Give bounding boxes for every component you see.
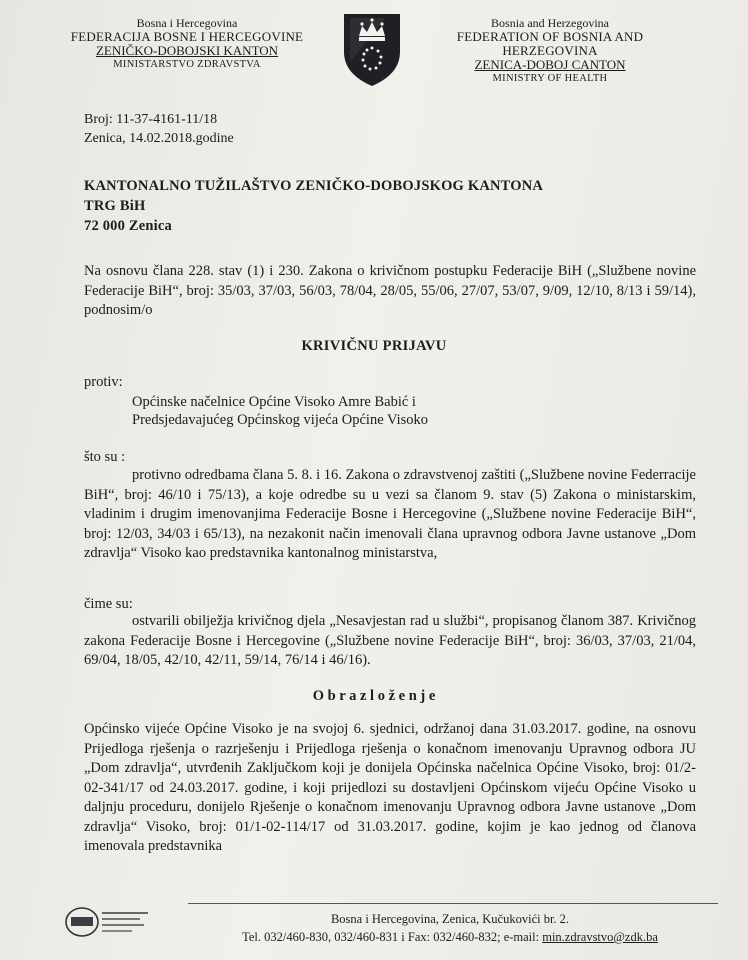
header-country-en: Bosnia and Herzegovina	[491, 16, 609, 30]
recipient-block	[84, 176, 543, 236]
recipient-city: 72 000 Zenica	[84, 218, 172, 234]
cime-su-label: čime su:	[84, 596, 133, 612]
footer-contact: Tel. 032/460-830, 032/460-831 i Fax: 032/460-832; e-mail:	[242, 930, 543, 944]
intro-paragraph: Na osnovu člana 228. stav (1) i 230. Zakona o krivičnom postupku Federacije BiH („Službene novine Federacije BiH“, broj: 35/03, 37/03, 56/03, 78/04, 28/05, 55/06, 27/07, 53/07, 9/09, 12/10, 8/13 i 59/14), podnosim/o	[84, 263, 696, 318]
tuv-certification-icon	[62, 904, 152, 940]
recipient-name: KANTONALNO TUŽILAŠTVO ZENIČKO-DOBOJSKOG KANTONA	[84, 178, 544, 194]
header-country: Bosna i Hercegovina	[136, 16, 238, 30]
document-title: KRIVIČNU PRIJAVU	[301, 338, 447, 354]
header-canton-en: ZENICA-DOBOJ CANTON	[474, 57, 626, 72]
footer-contact-line	[170, 928, 730, 946]
header-right	[420, 16, 680, 86]
reference-number: Broj: 11-37-4161-11/18	[84, 112, 218, 127]
coat-of-arms-icon	[342, 12, 402, 88]
accused-1: Općinske načelnice Općine Visoko Amre Babić i	[132, 394, 416, 410]
accused-2: Predsjedavajućeg Općinskog vijeća Općine Visoko	[132, 412, 429, 428]
header-federation: FEDERACIJA BOSNE I HERCEGOVINE	[70, 29, 304, 44]
footer-email-link[interactable]: min.zdravstvo@zdk.ba	[542, 930, 658, 944]
header-ministry: MINISTARSTVO ZDRAVSTVA	[113, 59, 261, 70]
footer-address: Bosna i Hercegovina, Zenica, Kučukovići br. 2.	[330, 912, 570, 926]
sto-su-label: što su :	[84, 449, 126, 465]
document-date: Zenica, 14.02.2018.godine	[84, 131, 234, 146]
cime-su-paragraph: ostvarili obilježja krivičnog djela „Nesavjestan rad u službi“, propisanog članom 387. Krivičnog zakona Federacije Bosne i Hercegovine („Službene novine Federacije BiH“, broj: 36/03, 37/03, 21/04, 69/04, 18/05, 42/10, 42/11, 59/14, 76/14 i 46/16).	[84, 613, 696, 668]
footer-divider	[188, 903, 718, 904]
footer	[170, 910, 730, 946]
header-left	[62, 16, 312, 72]
header-federation-en: FEDERATION OF BOSNIA AND HERZEGOVINA	[456, 29, 644, 58]
reasoning-paragraph: Općinsko vijeće Općine Visoko je na svojoj 6. sjednici, održanoj dana 31.03.2017. godine, na osnovu Prijedloga rješenja o razrješenju i Prijedloga rješenja o konačnom imenovanju Upravnog odbora JU „Dom zdravlja“, utvrđenih Zaključkom koji je donijela Općinska načelnica Općine Visoko, broj: 01/2-02-341/17 od 24.03.2017. godine, i koji prijedlozi su dostavljeni Općinskom vijeću Općine Visoko u daljnju proceduru, donijelo Rješenje o konačnom imenovanju Upravnog odbora Javne ustanove „Dom zdravlja“ Visoko, broj: 01/1-02-114/17 od 31.03.2017. godine, kojim je kao jednog od članova imenovala predstavnika	[84, 721, 696, 854]
header-ministry-en: MINISTRY OF HEALTH	[492, 73, 608, 84]
recipient-street: TRG BiH	[84, 198, 146, 214]
reasoning-title: O b r a z l o ž e n j e	[312, 688, 436, 704]
protiv-label: protiv:	[84, 374, 123, 390]
header-canton: ZENIČKO-DOBOJSKI KANTON	[95, 43, 279, 58]
sto-su-paragraph: protivno odredbama člana 5. 8. i 16. Zakona o zdravstvenoj zaštiti („Službene novine Federracije BiH“, broj: 46/10 i 75/13), a koje odredbe su u vezi sa članom 9. stav (5) Zakona o ministarskim, vladinim i drugim imenovanjima Federacije Bosne i Hercegovine („Službene novine Federacije BiH“, broj: 12/03, 34/03 i 65/13), na nezakonit način imenovali člana upravnog odbora Javne ustanove „Dom zdravlja“ Visoko kao predstavnika kantonalnog ministarstva,	[84, 467, 696, 561]
